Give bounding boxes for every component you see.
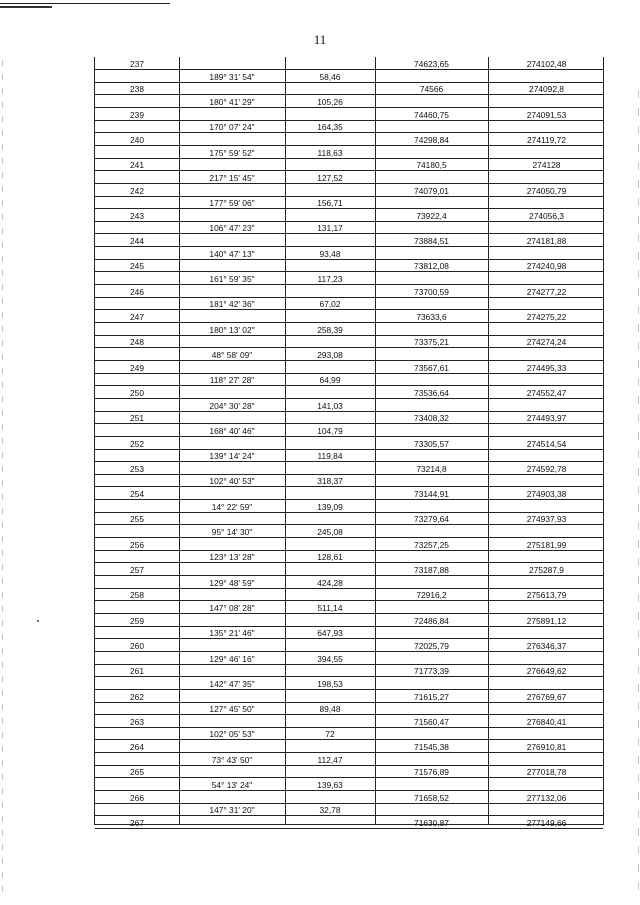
segment-distance: 647,93 xyxy=(317,628,343,639)
coordinate-y: 274514,54 xyxy=(526,438,567,449)
segment-distance: 93,48 xyxy=(319,248,341,259)
row-separator xyxy=(95,486,603,487)
segment-distance: 139,63 xyxy=(317,780,343,791)
row-separator xyxy=(95,803,603,804)
point-number: 258 xyxy=(130,590,144,601)
row-separator xyxy=(95,474,603,475)
point-number: 249 xyxy=(130,362,144,373)
bearing-angle: 102° 05' 53" xyxy=(209,729,255,740)
segment-distance: 118,63 xyxy=(317,147,343,158)
row-separator xyxy=(95,233,603,234)
row-separator xyxy=(95,651,603,652)
row-separator xyxy=(95,562,603,563)
row-separator xyxy=(95,575,603,576)
row-separator xyxy=(95,524,603,525)
coordinate-y: 274275,22 xyxy=(526,312,567,322)
segment-distance: 58,46 xyxy=(319,71,341,82)
segment-distance: 119,84 xyxy=(317,451,343,462)
coordinate-x: 73257,25 xyxy=(414,539,449,550)
row-separator xyxy=(95,815,603,816)
coordinate-x: 73408,32 xyxy=(414,413,449,424)
point-number: 239 xyxy=(130,109,144,120)
coordinate-x: 73700,59 xyxy=(414,286,449,297)
point-number: 247 xyxy=(130,312,144,322)
point-number: 242 xyxy=(130,185,144,196)
point-number: 261 xyxy=(130,666,144,677)
bearing-angle: 123° 13' 28" xyxy=(209,552,255,563)
segment-distance: 112,47 xyxy=(317,754,343,765)
scan-artifact-top-mark xyxy=(0,6,52,8)
bearing-angle: 48° 58' 09" xyxy=(211,349,253,360)
coordinate-x: 71576,89 xyxy=(414,767,449,778)
bearing-angle: 147° 08' 28" xyxy=(209,602,255,613)
point-number: 243 xyxy=(130,210,144,221)
row-separator xyxy=(95,739,603,740)
bearing-angle: 177° 59' 06" xyxy=(209,198,255,209)
coordinate-x: 72025,79 xyxy=(414,640,449,651)
point-number: 248 xyxy=(130,337,144,348)
row-separator xyxy=(95,120,603,121)
coordinate-x: 71630,87 xyxy=(414,818,449,828)
row-separator xyxy=(95,550,603,551)
point-number: 241 xyxy=(130,160,144,171)
bearing-angle: 14° 22' 59" xyxy=(211,501,253,512)
row-separator xyxy=(95,613,603,614)
point-number: 252 xyxy=(130,438,144,449)
row-separator xyxy=(95,297,603,298)
bearing-angle: 142° 47' 35" xyxy=(209,678,255,689)
row-separator xyxy=(95,461,603,462)
row-separator xyxy=(95,398,603,399)
coordinate-y: 274240,98 xyxy=(526,261,567,272)
coordinate-x: 73633,6 xyxy=(416,312,447,322)
row-separator xyxy=(95,790,603,791)
row-separator xyxy=(95,436,603,437)
coordinate-y: 277018,78 xyxy=(526,767,567,778)
segment-distance: 139,09 xyxy=(317,501,343,512)
point-number: 254 xyxy=(130,489,144,500)
segment-distance: 128,61 xyxy=(317,552,343,563)
point-number: 259 xyxy=(130,615,144,626)
coordinate-y: 274937,93 xyxy=(526,514,567,525)
coordinate-x: 73305,57 xyxy=(414,438,449,449)
row-separator xyxy=(95,689,603,690)
row-separator xyxy=(95,626,603,627)
coordinate-x: 71560,47 xyxy=(414,716,449,727)
segment-distance: 131,17 xyxy=(317,223,343,234)
coordinate-y: 276649,62 xyxy=(526,666,567,677)
coordinate-x: 72486,84 xyxy=(414,615,449,626)
bearing-angle: 180° 13' 02" xyxy=(209,324,255,335)
bearing-angle: 175° 59' 52" xyxy=(209,147,255,158)
row-separator xyxy=(95,411,603,412)
page-number: 11 xyxy=(313,32,327,47)
coordinate-y: 275181,99 xyxy=(526,539,567,550)
coordinate-y: 274592,78 xyxy=(526,463,567,474)
scan-artifact-top-line xyxy=(0,3,170,4)
coordinate-x: 71545,38 xyxy=(414,742,449,753)
bearing-angle: 73° 43' 50" xyxy=(211,754,253,765)
row-separator xyxy=(95,727,603,728)
row-separator xyxy=(95,638,603,639)
coordinate-x: 74460,75 xyxy=(414,109,449,120)
point-number: 251 xyxy=(130,413,144,424)
bearing-angle: 106° 47' 23" xyxy=(209,223,255,234)
segment-distance: 424,28 xyxy=(317,577,343,588)
row-separator xyxy=(95,107,603,108)
segment-distance: 104,79 xyxy=(317,425,343,436)
coordinate-y: 274552,47 xyxy=(526,387,567,398)
coordinate-y: 274056,3 xyxy=(529,210,564,221)
coordinate-x: 73214,8 xyxy=(416,463,447,474)
row-separator xyxy=(95,714,603,715)
coordinate-y: 274493,97 xyxy=(526,413,567,424)
point-number: 253 xyxy=(130,463,144,474)
coordinate-x: 71658,52 xyxy=(414,792,449,803)
point-number: 238 xyxy=(130,84,144,95)
segment-distance: 394,55 xyxy=(317,653,343,664)
coordinate-x: 74180,5 xyxy=(416,160,447,171)
row-separator xyxy=(95,69,603,70)
row-separator xyxy=(95,828,603,829)
bearing-angle: 54° 13' 24" xyxy=(211,780,253,791)
segment-distance: 511,14 xyxy=(317,602,343,613)
bearing-angle: 135° 21' 46" xyxy=(209,628,255,639)
coordinate-y: 274128 xyxy=(532,160,561,171)
row-separator xyxy=(95,600,603,601)
row-separator xyxy=(95,271,603,272)
coordinate-x: 74623,65 xyxy=(414,59,449,69)
row-separator xyxy=(95,588,603,589)
row-separator xyxy=(95,499,603,500)
point-number: 263 xyxy=(130,716,144,727)
bearing-angle: 102° 40' 53" xyxy=(209,476,255,487)
point-number: 240 xyxy=(130,134,144,145)
bearing-angle: 140° 47' 13" xyxy=(209,248,255,259)
coordinate-x: 73884,51 xyxy=(414,236,449,247)
coordinate-y: 277149,66 xyxy=(526,818,567,828)
row-separator xyxy=(95,512,603,513)
coordinate-x: 73922,4 xyxy=(416,210,447,221)
row-separator xyxy=(95,158,603,159)
point-number: 246 xyxy=(130,286,144,297)
segment-distance: 64,99 xyxy=(319,375,341,386)
coordinate-x: 73812,08 xyxy=(414,261,449,272)
scan-artifact-dot xyxy=(37,620,39,622)
segment-distance: 156,71 xyxy=(317,198,343,209)
point-number: 262 xyxy=(130,691,144,702)
coordinate-x: 74566 xyxy=(419,84,444,95)
row-separator xyxy=(95,676,603,677)
row-separator xyxy=(95,373,603,374)
coordinate-y: 274903,38 xyxy=(526,489,567,500)
bearing-angle: 168° 40' 46" xyxy=(209,425,255,436)
point-number: 244 xyxy=(130,236,144,247)
coordinate-x: 73144,91 xyxy=(414,489,449,500)
bearing-angle: 118° 27' 28" xyxy=(209,375,255,386)
row-separator xyxy=(95,170,603,171)
row-separator xyxy=(95,449,603,450)
segment-distance: 258,39 xyxy=(317,324,343,335)
segment-distance: 105,26 xyxy=(317,96,343,107)
segment-distance: 245,08 xyxy=(317,527,343,538)
bearing-angle: 139° 14' 24" xyxy=(209,451,255,462)
coordinate-y: 274119,72 xyxy=(527,134,566,145)
coordinate-y: 275287,9 xyxy=(529,565,564,575)
coordinate-x: 71773,39 xyxy=(414,666,449,677)
bearing-angle: 217° 15' 45" xyxy=(209,172,255,183)
segment-distance: 89,48 xyxy=(319,704,341,715)
segment-distance: 318,37 xyxy=(317,476,343,487)
segment-distance: 164,35 xyxy=(317,122,343,133)
coordinate-x: 72916,2 xyxy=(416,590,447,601)
bearing-angle: 127° 45' 50" xyxy=(209,704,255,715)
coordinate-x: 73567,61 xyxy=(414,362,449,373)
point-number: 266 xyxy=(130,792,144,803)
row-separator xyxy=(95,221,603,222)
coordinate-x: 74079,01 xyxy=(414,185,449,196)
segment-distance: 72 xyxy=(325,729,335,740)
row-separator xyxy=(95,360,603,361)
row-separator xyxy=(95,335,603,336)
coordinate-y: 274277,22 xyxy=(526,286,567,297)
row-separator xyxy=(95,145,603,146)
row-separator xyxy=(95,309,603,310)
coordinate-y: 274102,48 xyxy=(526,59,567,69)
bearing-angle: 161° 59' 35" xyxy=(209,274,255,285)
row-separator xyxy=(95,423,603,424)
point-number: 256 xyxy=(130,539,144,550)
coordinate-x: 73279,64 xyxy=(414,514,449,525)
segment-distance: 293,08 xyxy=(317,349,343,360)
point-number: 255 xyxy=(130,514,144,525)
coordinate-x: 73375,21 xyxy=(414,337,449,348)
scan-artifact-right-edge xyxy=(638,90,639,900)
segment-distance: 198,53 xyxy=(317,678,343,689)
bearing-angle: 129° 46' 16" xyxy=(209,653,255,664)
point-number: 257 xyxy=(130,565,144,575)
row-separator xyxy=(95,702,603,703)
coordinate-x: 74298,84 xyxy=(414,134,449,145)
segment-distance: 127,52 xyxy=(317,172,343,183)
coordinate-y: 276346,37 xyxy=(526,640,567,651)
row-separator xyxy=(95,208,603,209)
scan-artifact-left-edge xyxy=(2,60,3,900)
row-separator xyxy=(95,322,603,323)
coordinate-y: 276910,81 xyxy=(526,742,567,753)
coordinate-x: 73536,64 xyxy=(414,387,449,398)
point-number: 245 xyxy=(130,261,144,272)
bearing-angle: 204° 30' 28" xyxy=(209,400,255,411)
point-number: 237 xyxy=(130,59,144,69)
row-separator xyxy=(95,664,603,665)
row-separator xyxy=(95,94,603,95)
bearing-angle: 181° 42' 36" xyxy=(209,299,255,310)
segment-distance: 117,23 xyxy=(317,274,343,285)
point-number: 267 xyxy=(130,818,144,828)
row-separator xyxy=(95,132,603,133)
coordinate-y: 274495,33 xyxy=(526,362,567,373)
row-separator xyxy=(95,183,603,184)
segment-distance: 67,02 xyxy=(319,299,341,310)
coordinate-x: 73187,88 xyxy=(414,565,449,575)
segment-distance: 141,03 xyxy=(317,400,343,411)
coordinate-y: 276769,67 xyxy=(526,691,567,702)
coordinate-y: 274274,24 xyxy=(526,337,567,348)
coordinate-y: 275891,12 xyxy=(526,615,567,626)
point-number: 265 xyxy=(130,767,144,778)
bearing-angle: 189° 31' 54" xyxy=(209,71,255,82)
row-separator xyxy=(95,752,603,753)
bearing-angle: 147° 31' 20" xyxy=(209,805,255,816)
coordinate-y: 274050,79 xyxy=(526,185,567,196)
row-separator xyxy=(95,196,603,197)
coordinate-y: 276840,41 xyxy=(526,716,567,727)
bearing-angle: 95° 14' 30" xyxy=(211,527,253,538)
row-separator xyxy=(95,259,603,260)
row-separator xyxy=(95,777,603,778)
point-number: 264 xyxy=(130,742,144,753)
row-separator xyxy=(95,246,603,247)
row-separator xyxy=(95,284,603,285)
row-separator xyxy=(95,765,603,766)
coordinate-x: 71615,27 xyxy=(414,691,449,702)
point-number: 250 xyxy=(130,387,144,398)
row-separator xyxy=(95,385,603,386)
bearing-angle: 170° 07' 24" xyxy=(209,122,255,133)
coordinates-table xyxy=(94,57,604,828)
point-number: 260 xyxy=(130,640,144,651)
bearing-angle: 180° 41' 29" xyxy=(209,96,255,107)
coordinate-y: 275613,79 xyxy=(526,590,567,601)
row-separator xyxy=(95,82,603,83)
coordinate-y: 274181,88 xyxy=(526,236,567,247)
row-separator xyxy=(95,347,603,348)
row-separator xyxy=(95,537,603,538)
coordinate-y: 277132,06 xyxy=(526,792,567,803)
coordinate-y: 274092,8 xyxy=(529,84,564,95)
bearing-angle: 129° 48' 59" xyxy=(209,577,255,588)
segment-distance: 32,78 xyxy=(319,805,341,816)
coordinate-y: 274091,53 xyxy=(526,109,567,120)
